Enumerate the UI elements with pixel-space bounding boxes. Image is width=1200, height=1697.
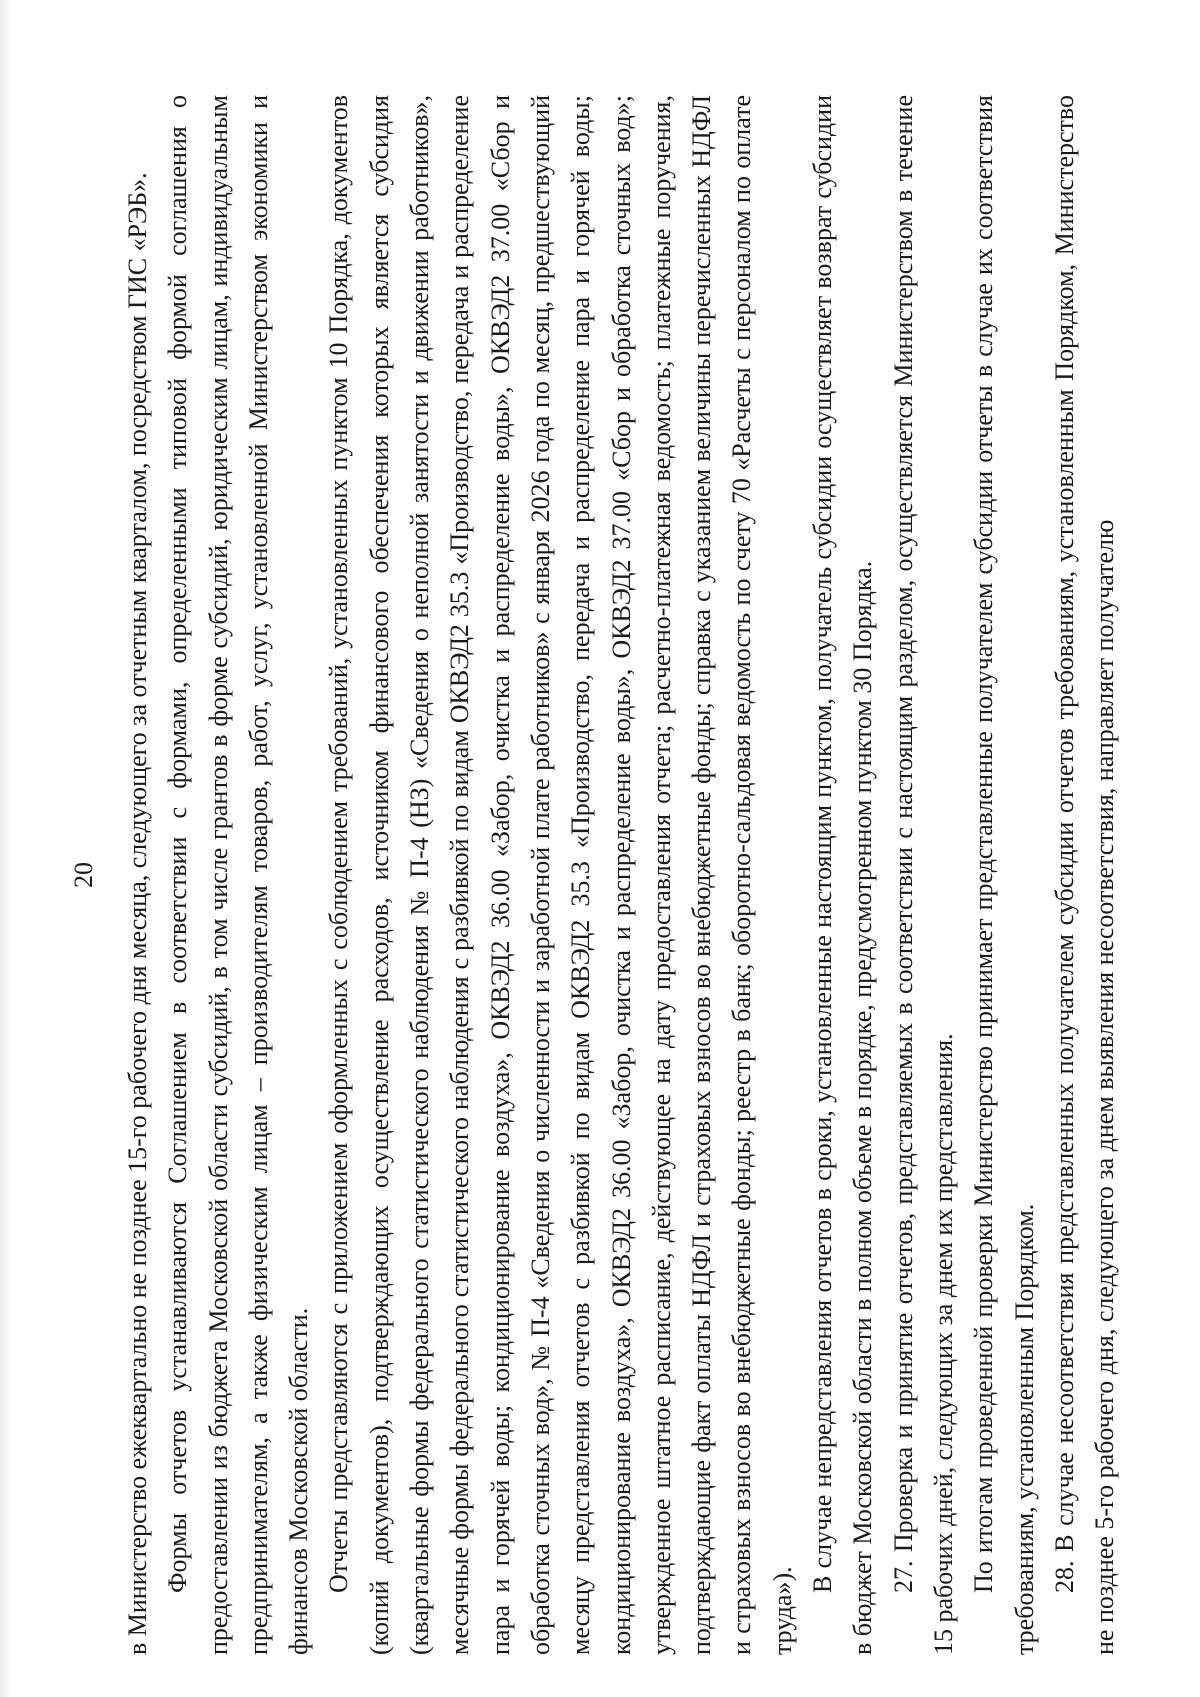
paragraph-5: 27. Проверка и принятие отчетов, представляемых в соответствии с настоящим разделом, осуществляется Министерством в течение 15 рабочих дней, следующих за днем их представления.: [888, 95, 958, 1655]
paragraph-2: Формы отчетов устанавливаются Соглашением в соответствии с формами, определенными типовой формой соглашения о предоставлении из бюджета Московской области субсидий, в том числе грантов в форме субсидий, юридическим лицам, индивидуальным предпринимателям, а также физическим лицам – производителям товаров, работ, услуг, установленной Министерством экономики и финансов Московской области.: [163, 95, 314, 1655]
paragraph-6: По итогам проведенной проверки Министерство принимает представленные получателем субсидии отчеты в случае их соответствия требованиям, установленным Порядком.: [969, 95, 1039, 1655]
document-body: [68, 95, 1125, 1655]
paragraph-3: Отчеты представляются с приложением оформленных с соблюдением требований, установленных пунктом 10 Порядка, документов (копий документов), подтверждающих осуществление расходов, источником финансового обеспечения которых является субсидия (квартальные формы федерального статистического наблюдения № П-4 (НЗ) «Сведения о неполной занятости и движении работников», месячные формы федерального статистического наблюдения с разбивкой по видам ОКВЭД2 35.3 «Производство, передача и распределение пара и горячей воды; кондиционирование воздуха», ОКВЭД2 36.00 «Забор, очистка и распределение воды», ОКВЭД2 37.00 «Сбор и обработка сточных вод», № П-4 «Сведения о численности и заработной плате работников» с января 2026 года по месяц, предшествующий месяцу представления отчетов с разбивкой по видам ОКВЭД2 35.3 «Производство, передача и распределение пара и горячей воды; кондиционирование воздуха», ОКВЭД2 36.00 «Забор, очистка и распределение воды», ОКВЭД2 37.00 «Сбор и обработка сточных вод»; утвержденное штатное расписание, действующее на дату предоставления отчета; расчетно-платежная ведомость; платежные поручения, подтверждающие факт оплаты НДФЛ и страховых взносов во внебюджетные фонды; справка с указанием величины перечисленных НДФЛ и страховых взносов во внебюджетные фонды; реестр в банк; оборотно-сальдовая ведомость по счету 70 «Расчеты с персоналом по оплате труда»).: [324, 95, 797, 1655]
page-number: 20: [69, 862, 98, 888]
paragraph-7: 28. В случае несоответствия представленных получателем субсидии отчетов требованиям, установленным Порядком, Министерство не позднее 5-го рабочего дня, следующего за днем выявления несоответствия, направляет получателю: [1049, 95, 1120, 1655]
paragraph-4: В случае непредставления отчетов в сроки, установленные настоящим пунктом, получатель субсидии осуществляет возврат субсидии в бюджет Московской области в полном объеме в порядке, предусмотренном пунктом 30 Порядка.: [808, 95, 878, 1655]
paragraph-1: в Министерство ежеквартально не позднее 15-го рабочего дня месяца, следующего за отчетным кварталом, посредством ГИС «РЭБ».: [123, 172, 152, 1655]
